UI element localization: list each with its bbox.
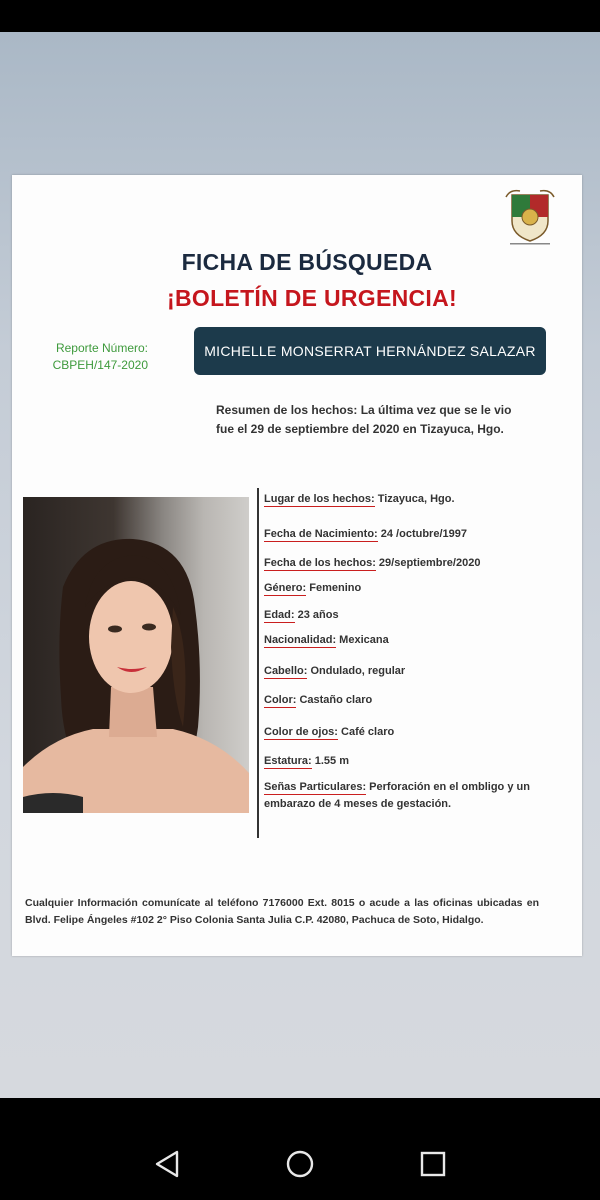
fact-value: Femenino [306,582,362,594]
home-circle-icon[interactable] [280,1144,320,1184]
fact-gender [264,580,574,597]
state-seal-icon [502,187,558,247]
fact-color [264,692,574,709]
summary-line: fue el 29 de septiembre del 2020 en Tizayuca, Hgo. [216,422,504,436]
summary-of-events [216,401,556,439]
missing-person-bulletin [12,175,582,956]
fact-key: Nacionalidad: [264,634,337,646]
status-bar [0,0,600,32]
fact-key: Color de ojos: [264,726,338,738]
person-name-box [194,327,546,375]
summary-line: Resumen de los hechos: La última vez que se le vio [216,403,512,417]
fact-distinguishing-marks [264,779,574,813]
bulletin-subtitle: ¡BOLETÍN DE URGENCIA! [167,285,457,311]
vertical-divider [257,488,259,838]
fact-key: Fecha de los hechos: [264,557,376,569]
android-nav-bar [0,1098,600,1200]
fact-value: Perforación en el ombligo y un embarazo de 4 meses de gestación. [264,781,530,810]
fact-key: Fecha de Nacimiento: [264,528,378,540]
fact-value: 1.55 m [311,755,349,767]
report-number-block [28,340,148,374]
fact-key: Lugar de los hechos: [264,493,375,505]
back-triangle-icon[interactable] [147,1144,187,1184]
fact-nationality [264,632,574,649]
report-number-value: CBPEH/147-2020 [52,358,148,372]
fact-birth-date [264,526,574,543]
fact-eye-color [264,724,574,741]
fact-age [264,607,574,624]
person-name: MICHELLE MONSERRAT HERNÁNDEZ SALAZAR [204,343,536,359]
fact-value: 24 /octubre/1997 [377,528,467,540]
fact-key: Estatura: [264,755,312,767]
fact-value: Tizayuca, Hgo. [374,493,455,505]
fact-key: Señas Particulares: [264,781,367,793]
fact-value: Mexicana [336,634,389,646]
fact-key: Edad: [264,609,295,621]
fact-key: Color: [264,694,297,706]
contact-footer: Cualquier Información comunícate al teléfono 7176000 Ext. 8015 o acude a las oficinas ubicadas en Blvd. Felipe Ángeles #102 2° Piso Colonia Santa Julia C.P. 42080, Pachuca de Soto, Hidalgo. [25,897,539,926]
fact-key: Género: [264,582,307,594]
fact-value: Castaño claro [296,694,373,706]
fact-event-date [264,555,574,572]
fact-value: Ondulado, regular [307,665,406,677]
fact-place [264,491,574,508]
bulletin-title: FICHA DE BÚSQUEDA [181,249,433,275]
fact-hair [264,663,574,680]
person-photo-illustration [23,497,249,813]
fact-height [264,753,574,770]
fact-key: Cabello: [264,665,308,677]
person-photo [23,497,249,813]
fact-value: 29/septiembre/2020 [375,557,481,569]
fact-value: 23 años [294,609,339,621]
report-number-label: Reporte Número: [55,341,148,355]
fact-value: Café claro [337,726,395,738]
recents-square-icon[interactable] [413,1144,453,1184]
